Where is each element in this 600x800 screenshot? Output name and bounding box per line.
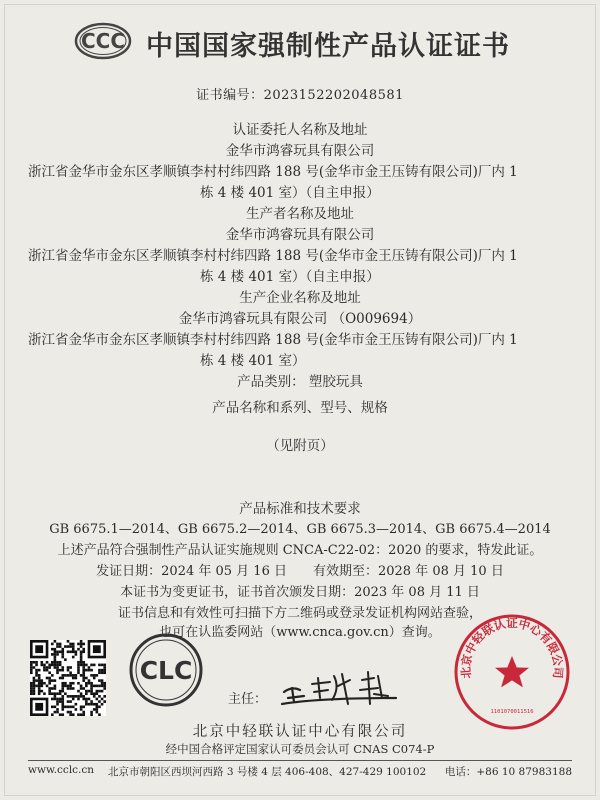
change-note: 本证书为变更证书，证书首次颁发日期：2023 年 08 月 11 日 [120, 585, 480, 600]
footer-phone: 电话：+86 10 87983188 [444, 766, 572, 778]
footer-website[interactable]: www.cclc.cn [28, 764, 95, 776]
applicant-address-line2: 栋 4 楼 401 室）（自主申报） [200, 185, 380, 201]
see-attachment: （见附页） [266, 438, 334, 454]
svg-text:CLC: CLC [139, 656, 193, 685]
applicant-address-line1: 浙江省金华市金东区孝顺镇李村村纬四路 188 号(金华市金王压铸有限公司)厂内 1 [28, 164, 518, 180]
factory-name: 金华市鸿睿玩具有限公司 （O009694） [178, 311, 422, 327]
applicant-section [28, 120, 572, 204]
ccc-logo [74, 22, 132, 60]
manufacturer-heading: 生产者名称及地址 [246, 206, 354, 222]
issuing-organization: 北京中轻联认证中心有限公司 [192, 724, 408, 740]
product-models-heading: 产品名称和系列、型号、规格 [212, 400, 388, 416]
product-category: 产品类别： 塑胶玩具 [237, 374, 363, 390]
standards-list: GB 6675.1—2014、GB 6675.2—2014、GB 6675.3—2014、GB 6675.4—2014 [49, 522, 551, 537]
qr-code[interactable] [30, 640, 106, 716]
certificate-number: 证书编号：2023152202048581 [196, 88, 404, 103]
svg-text:CCC: CCC [80, 29, 126, 53]
svg-text:1101070011516: 1101070011516 [490, 709, 534, 715]
certificate-header [0, 22, 600, 62]
director-signature [278, 668, 408, 710]
verify-line-1: 证书信息和有效性可扫描下方二维码或登录发证机构网站查验， [117, 606, 482, 621]
verify-line-2: 也可在认监委网站（www.cnca.gov.cn）查询。 [159, 625, 441, 640]
factory-address-line1: 浙江省金华市金东区孝顺镇李村村纬四路 188 号(金华市金王压铸有限公司)厂内 1 [28, 332, 518, 348]
compliance-statement: 上述产品符合强制性产品认证实施规则 CNCA-C22-02：2020 的要求，特发此证。 [57, 543, 543, 558]
svg-text:北京中轻联认证中心有限公司: 北京中轻联认证中心有限公司 [458, 616, 566, 679]
applicant-heading: 认证委托人名称及地址 [232, 122, 368, 138]
accreditation-note: 经中国合格评定国家认可委员会认可 CNAS C074-P [165, 742, 435, 756]
certificate-title: 中国国家强制性产品认证证书 [146, 31, 510, 62]
footer-address: 北京市朝阳区西坝河西路 3 号楼 4 层 406-408、427-429 100102 [108, 766, 427, 778]
footer-divider [28, 760, 572, 761]
official-seal [452, 612, 572, 732]
manufacturer-section [28, 204, 572, 288]
manufacturer-address-line2: 栋 4 楼 401 室）（自主申报） [200, 269, 380, 285]
applicant-name: 金华市鸿睿玩具有限公司 [225, 143, 375, 159]
factory-address-line2: 栋 4 楼 401 室） [200, 353, 306, 369]
factory-heading: 生产企业名称及地址 [239, 290, 361, 306]
clc-logo [128, 632, 204, 708]
manufacturer-address-line1: 浙江省金华市金东区孝顺镇李村村纬四路 188 号(金华市金王压铸有限公司)厂内 1 [28, 248, 518, 264]
manufacturer-name: 金华市鸿睿玩具有限公司 [225, 227, 375, 243]
issue-expiry-dates: 发证日期：2024 年 05 月 16 日 有效期至：2028 年 08 月 10 日 [96, 564, 504, 579]
director-label: 主任： [228, 692, 268, 707]
standards-heading: 产品标准和技术要求 [239, 501, 361, 517]
factory-section [28, 288, 572, 372]
